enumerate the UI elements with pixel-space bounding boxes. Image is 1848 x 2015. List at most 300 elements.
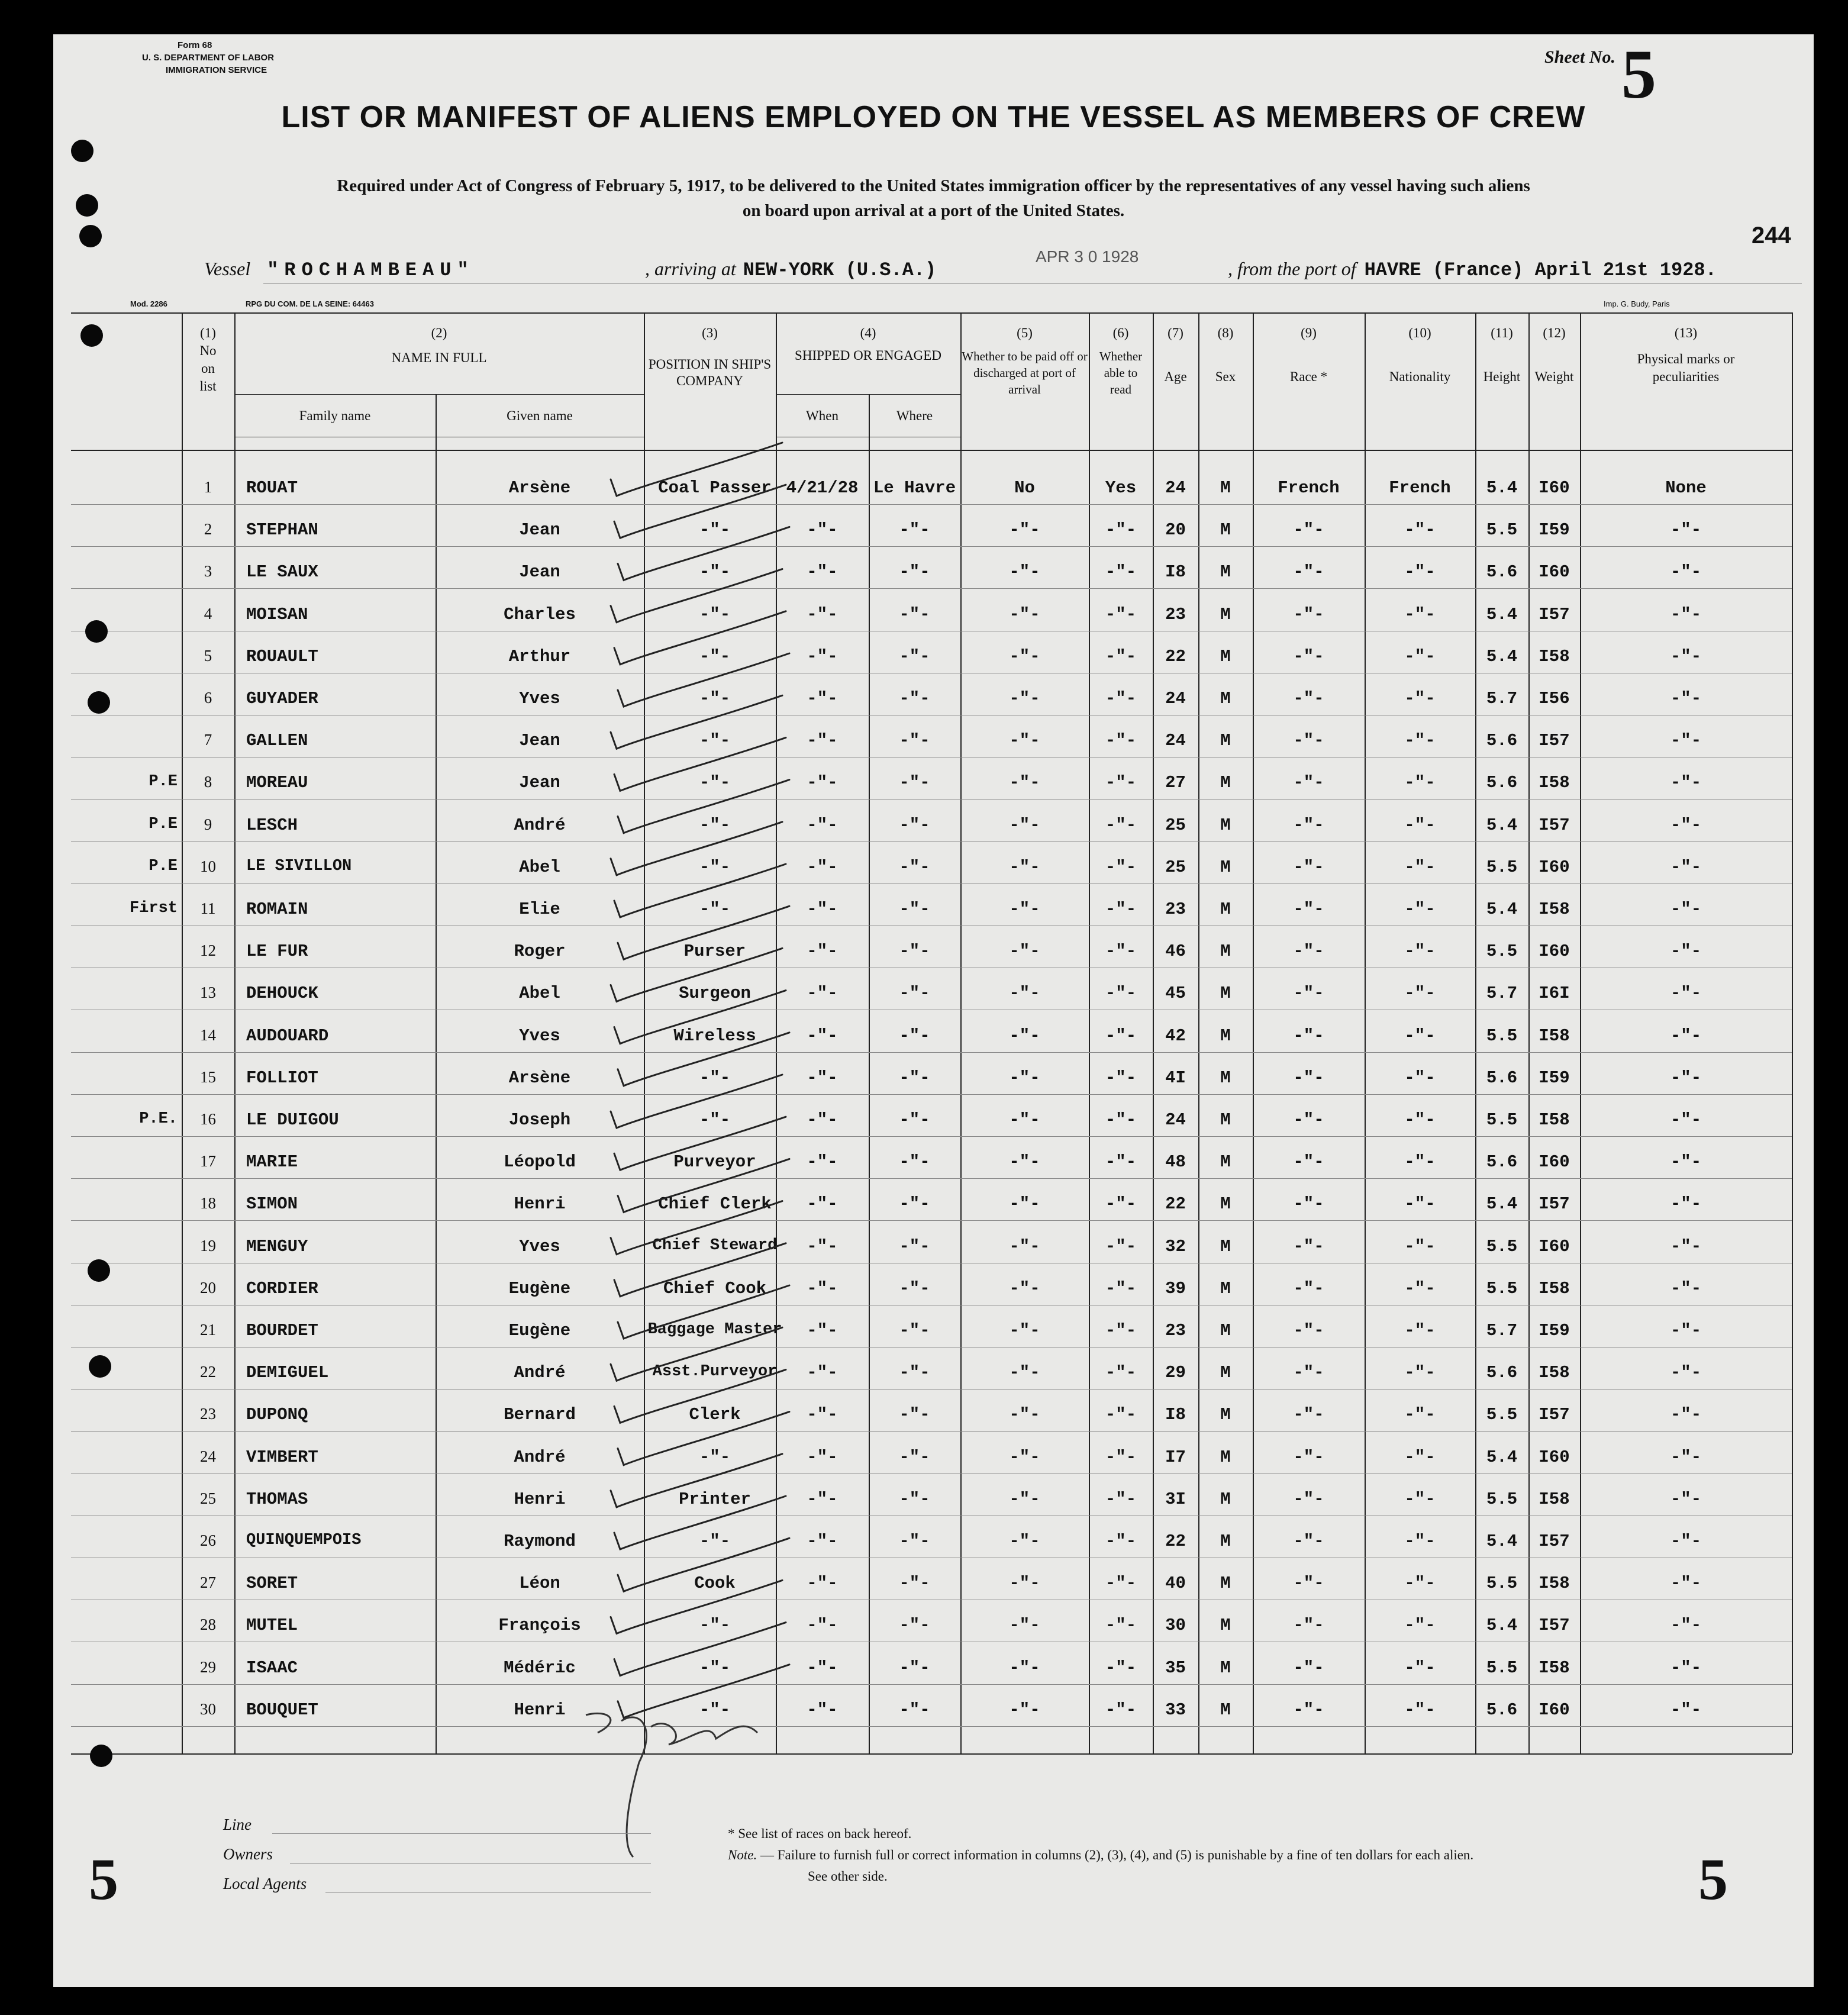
check-mark [611,695,782,749]
cell-no: 11 [200,900,216,917]
binder-hole [85,620,108,643]
check-marks [53,34,1814,1987]
cell-position: Surgeon [679,984,751,1004]
cell-weight: I58 [1539,773,1570,793]
col1-number: (1) [200,325,216,340]
cell-weight: I58 [1539,900,1570,919]
cell-no: 1 [204,478,212,496]
cell-weight: I58 [1539,1278,1570,1298]
binder-hole [71,140,93,162]
cell-age: 29 [1165,1363,1186,1383]
cell-weight: I57 [1539,1405,1570,1425]
cell-marks: -"- [1670,1110,1702,1130]
cell-sex: M [1220,604,1231,624]
cell-paid: -"- [1009,815,1040,835]
manifest-sheet [53,34,1814,1987]
cell-nat: -"- [1404,1447,1436,1467]
cell-weight: I56 [1539,689,1570,708]
cell-age: 25 [1165,815,1186,835]
cell-where: -"- [899,1700,930,1720]
cell-when: -"- [807,815,838,835]
cell-family: LE SIVILLON [246,857,352,875]
cell-given: Eugène [508,1321,571,1340]
cell-height: 5.7 [1486,984,1518,1004]
cell-nat: -"- [1404,773,1436,793]
col7-number: (7) [1168,325,1183,340]
cell-where: -"- [899,1278,930,1298]
cell-paid: -"- [1009,942,1040,962]
cell-race: -"- [1293,1447,1324,1467]
sheet-label: Sheet No. [1544,47,1615,67]
col3-label: POSITION IN SHIP'S COMPANY [648,357,772,388]
cell-position: Coal Passer [658,478,772,498]
check-mark [614,1369,786,1423]
cell-where: -"- [899,1532,930,1551]
cell-given: Jean [519,773,560,793]
col1-label: No on list [199,343,217,394]
cell-no: 4 [204,604,212,623]
cell-given: Yves [519,1236,560,1256]
cell-read: -"- [1105,1574,1137,1594]
cell-position: -"- [699,520,731,540]
cell-no: 9 [204,815,212,833]
cell-race: -"- [1293,1236,1324,1256]
cell-sex: M [1220,1236,1231,1256]
cell-weight: I58 [1539,1658,1570,1678]
cell-sex: M [1220,1532,1231,1551]
cell-where: -"- [899,857,930,877]
cell-race: -"- [1293,562,1324,582]
cell-age: 46 [1165,942,1186,962]
cell-nat: -"- [1404,562,1436,582]
cell-sex: M [1220,1278,1231,1298]
owners-label: Owners [223,1845,273,1863]
cell-family: GUYADER [246,689,318,708]
cell-family: ROMAIN [246,900,308,919]
cell-position: -"- [699,1616,731,1636]
cell-marks: -"- [1670,1616,1702,1636]
cell-given: Jean [519,731,560,751]
cell-height: 5.6 [1486,1068,1518,1088]
cell-height: 5.5 [1486,520,1518,540]
cell-weight: I58 [1539,1363,1570,1383]
cell-given: Roger [514,942,566,962]
cell-sex: M [1220,731,1231,751]
cell-height: 5.5 [1486,1026,1518,1046]
cell-position: Chief Steward [652,1236,778,1255]
cell-given: Arsène [508,1068,571,1088]
cell-given: Elie [519,900,560,919]
cell-weight: I60 [1539,1236,1570,1256]
cell-when: -"- [807,1152,838,1172]
cell-position: -"- [699,900,731,919]
check-mark [618,527,789,580]
check-mark [614,991,786,1044]
cell-where: -"- [899,604,930,624]
cell-when: -"- [807,1574,838,1594]
cell-where: -"- [899,815,930,835]
cell-sex: M [1220,900,1231,919]
cell-no: 30 [200,1700,216,1718]
col12-number: (12) [1543,325,1566,340]
cell-nat: -"- [1404,1700,1436,1720]
cell-no: 20 [200,1278,216,1297]
cell-nat: -"- [1404,815,1436,835]
page-stamp: 244 [1752,223,1791,249]
rpg-number: RPG DU COM. DE LA SEINE: 64463 [246,299,374,308]
cell-height: 5.7 [1486,1321,1518,1340]
cell-age: 22 [1165,1532,1186,1551]
cell-no: 7 [204,731,212,749]
check-mark [618,1033,789,1086]
cell-height: 5.5 [1486,1405,1518,1425]
cell-position: Chief Cook [663,1278,767,1298]
cell-when: -"- [807,1363,838,1383]
cell-family: AUDOUARD [246,1026,329,1046]
cell-weight: I58 [1539,1489,1570,1509]
cell-given: Eugène [508,1278,571,1298]
form-number: Form 68 [178,40,212,50]
col9-label: Race * [1289,369,1328,384]
cell-when: -"- [807,900,838,919]
cell-position: -"- [699,1700,731,1720]
cell-position: -"- [699,689,731,708]
check-mark [618,1285,789,1339]
cell-when: -"- [807,1278,838,1298]
note-text: — Failure to furnish full or correct information in columns (2), (3), (4), and (5) is punishable by a fine of ten dollars for each alien. [757,1848,1474,1862]
cell-weight: I57 [1539,731,1570,751]
cell-position: Wireless [673,1026,756,1046]
cell-marks: -"- [1670,1026,1702,1046]
cell-age: 33 [1165,1700,1186,1720]
cell-age: 23 [1165,604,1186,624]
cell-family: DEHOUCK [246,984,318,1004]
col4-number: (4) [860,325,876,340]
cell-read: -"- [1105,1363,1137,1383]
cell-where: -"- [899,1405,930,1425]
cell-position: Baggage Master [647,1321,782,1339]
cell-family: MARIE [246,1152,298,1172]
cell-marks: -"- [1670,1658,1702,1678]
cell-nat: -"- [1404,731,1436,751]
cell-sex: M [1220,689,1231,708]
check-mark [614,864,786,917]
cell-read: -"- [1105,1068,1137,1088]
cell-no: 15 [200,1068,216,1086]
cell-paid: -"- [1009,520,1040,540]
cell-position: -"- [699,1447,731,1467]
cell-paid: -"- [1009,1658,1040,1678]
cell-given: Léopold [504,1152,576,1172]
col9-number: (9) [1301,325,1317,340]
cell-given: Arsène [508,478,571,498]
cell-sex: M [1220,815,1231,835]
cell-given: Jean [519,520,560,540]
check-mark [614,1117,786,1170]
cell-age: I7 [1165,1447,1186,1467]
cell-nat: -"- [1404,604,1436,624]
cell-race: -"- [1293,773,1324,793]
cell-nat: -"- [1404,520,1436,540]
cell-sex: M [1220,520,1231,540]
cell-position: -"- [699,773,731,793]
binder-hole [76,194,98,217]
cell-nat: -"- [1404,942,1436,962]
cell-marks: -"- [1670,1489,1702,1509]
subtitle-line-1: Required under Act of Congress of February 5, 1917, to be delivered to the United States immigration officer by the representatives of any vessel having such aliens [337,176,1530,195]
cell-marks: -"- [1670,689,1702,708]
cell-weight: I57 [1539,815,1570,835]
from-port: HAVRE (France) April 21st 1928. [1364,259,1717,281]
cell-weight: I60 [1539,942,1570,962]
cell-sex: M [1220,1700,1231,1720]
cell-no: 2 [204,520,212,539]
cell-age: 39 [1165,1278,1186,1298]
cell-paid: -"- [1009,1068,1040,1088]
cell-given: Charles [504,604,576,624]
cell-when: -"- [807,1321,838,1340]
cell-where: -"- [899,562,930,582]
cell-paid: -"- [1009,900,1040,919]
cell-height: 5.5 [1486,1489,1518,1509]
col13-number: (13) [1674,325,1698,340]
check-mark [618,1412,789,1465]
cell-read: -"- [1105,1110,1137,1130]
cell-no: 24 [200,1447,216,1465]
cell-no: 21 [200,1321,216,1339]
from-label: , from the port of [1228,258,1356,279]
cell-marks: -"- [1670,1152,1702,1172]
cell-race: -"- [1293,1532,1324,1551]
cell-position: -"- [699,857,731,877]
cell-race: -"- [1293,815,1324,835]
cell-position: -"- [699,604,731,624]
cell-no: 27 [200,1574,216,1592]
cell-paid: -"- [1009,1489,1040,1509]
col8-label: Sex [1215,369,1236,384]
cell-when: -"- [807,1700,838,1720]
printer-name: Imp. G. Budy, Paris [1604,299,1670,308]
cell-read: -"- [1105,1026,1137,1046]
cell-marks: -"- [1670,1405,1702,1425]
other-side-note: See other side. [808,1869,888,1884]
cell-when: -"- [807,604,838,624]
col4-label: SHIPPED OR ENGAGED [795,348,941,363]
sheet-number-left: 5 [89,1846,118,1912]
cell-family: SIMON [246,1194,298,1214]
cell-paid: No [1014,478,1035,498]
cell-given: Bernard [504,1405,576,1425]
cell-height: 5.6 [1486,773,1518,793]
cell-read: -"- [1105,1236,1137,1256]
cell-paid: -"- [1009,731,1040,751]
cell-marks: -"- [1670,773,1702,793]
cell-given: André [514,815,566,835]
cell-where: -"- [899,773,930,793]
cell-age: 23 [1165,900,1186,919]
cell-paid: -"- [1009,646,1040,666]
cell-family: BOURDET [246,1321,318,1340]
cell-height: 5.6 [1486,1700,1518,1720]
cell-when: -"- [807,1026,838,1046]
cell-height: 5.6 [1486,1363,1518,1383]
cell-read: -"- [1105,1489,1137,1509]
cell-weight: I58 [1539,1110,1570,1130]
cell-marks: -"- [1670,1278,1702,1298]
cell-given: André [514,1447,566,1467]
cell-nat: -"- [1404,900,1436,919]
cell-age: 32 [1165,1236,1186,1256]
cell-where: -"- [899,900,930,919]
cell-weight: I59 [1539,1321,1570,1340]
cell-age: 30 [1165,1616,1186,1636]
cell-race: -"- [1293,1278,1324,1298]
cell-paid: -"- [1009,1236,1040,1256]
col11-label: Height [1483,369,1521,384]
cell-read: Yes [1105,478,1137,498]
cell-family: GALLEN [246,731,308,751]
cell-paid: -"- [1009,604,1040,624]
cell-where: Le Havre [873,478,956,498]
cell-race: -"- [1293,1405,1324,1425]
arriving-label: , arriving at [645,258,736,279]
cell-family: DEMIGUEL [246,1363,329,1383]
cell-height: 5.5 [1486,857,1518,877]
col8-number: (8) [1217,325,1234,340]
cell-family: STEPHAN [246,520,318,540]
cell-no: 18 [200,1194,216,1213]
cell-height: 5.5 [1486,1110,1518,1130]
cell-paid: -"- [1009,1278,1040,1298]
cell-where: -"- [899,1489,930,1509]
cell-nat: -"- [1404,646,1436,666]
cell-race: -"- [1293,1321,1324,1340]
where-header: Where [896,408,933,423]
cell-race: -"- [1293,984,1324,1004]
given-name-header: Given name [507,408,573,423]
mod-number: Mod. 2286 [130,299,167,308]
cell-marks: -"- [1670,984,1702,1004]
line-underline [272,1833,651,1834]
cell-paid: -"- [1009,1321,1040,1340]
col6-label: Whether able to read [1099,349,1143,396]
cell-marks: -"- [1670,646,1702,666]
cell-age: 27 [1165,773,1186,793]
cell-nat: -"- [1404,1236,1436,1256]
col3-number: (3) [702,325,718,340]
cell-read: -"- [1105,1194,1137,1214]
cell-where: -"- [899,1194,930,1214]
line-label: Line [223,1816,252,1833]
cell-when: -"- [807,520,838,540]
col6-number: (6) [1112,325,1129,340]
cell-marks: -"- [1670,604,1702,624]
cell-given: Abel [519,857,560,877]
cell-nat: -"- [1404,984,1436,1004]
check-mark [614,485,786,538]
cell-height: 5.6 [1486,1152,1518,1172]
cell-family: MENGUY [246,1236,308,1256]
cell-read: -"- [1105,1700,1137,1720]
cell-given: François [498,1616,581,1636]
cell-nat: -"- [1404,857,1436,877]
cell-no: 6 [204,689,212,707]
cell-marks: -"- [1670,815,1702,835]
cell-race: -"- [1293,1152,1324,1172]
cell-race: -"- [1293,1026,1324,1046]
cell-when: -"- [807,1658,838,1678]
date-stamp: APR 3 0 1928 [1036,247,1139,266]
cell-race: -"- [1293,1658,1324,1678]
cell-height: 5.4 [1486,478,1518,498]
cell-age: 22 [1165,1194,1186,1214]
cell-read: -"- [1105,731,1137,751]
cell-sex: M [1220,1658,1231,1678]
cell-family: ISAAC [246,1658,298,1678]
col10-label: Nationality [1389,369,1451,384]
check-mark [611,1327,782,1381]
cell-given: Henri [514,1700,566,1720]
cell-race: -"- [1293,1574,1324,1594]
cell-nat: -"- [1404,1068,1436,1088]
binder-hole [89,1355,111,1378]
cell-nat: -"- [1404,1405,1436,1425]
cell-read: -"- [1105,1658,1137,1678]
cell-age: 35 [1165,1658,1186,1678]
check-mark [618,1538,789,1594]
cell-marks: -"- [1670,1447,1702,1467]
cell-read: -"- [1105,1152,1137,1172]
owners-underline [290,1863,651,1864]
check-mark [611,1201,782,1255]
cell-weight: I6I [1539,984,1570,1004]
cell-when: -"- [807,1447,838,1467]
cell-read: -"- [1105,604,1137,624]
cell-marks: -"- [1670,1321,1702,1340]
cell-where: -"- [899,1447,930,1467]
cell-marks: -"- [1670,1532,1702,1551]
family-name-header: Family name [299,408,371,423]
cell-paid: -"- [1009,1405,1040,1425]
cell-where: -"- [899,1321,930,1340]
cell-when: -"- [807,857,838,877]
cell-where: -"- [899,646,930,666]
cell-where: -"- [899,731,930,751]
cell-where: -"- [899,1658,930,1678]
cell-weight: I59 [1539,1068,1570,1088]
cell-height: 5.4 [1486,604,1518,624]
cell-given: André [514,1363,566,1383]
cell-read: -"- [1105,942,1137,962]
cell-race: -"- [1293,1616,1324,1636]
cell-weight: I58 [1539,1574,1570,1594]
margin-note: P.E [149,815,178,833]
cell-family: SORET [246,1574,298,1594]
cell-height: 5.4 [1486,900,1518,919]
cell-where: -"- [899,1236,930,1256]
check-mark [611,1075,782,1128]
cell-sex: M [1220,984,1231,1004]
cell-when: -"- [807,1616,838,1636]
cell-when: -"- [807,942,838,962]
cell-family: ROUAT [246,478,298,498]
when-header: When [806,408,838,423]
cell-given: Médéric [504,1658,576,1678]
cell-no: 17 [200,1152,216,1171]
cell-family: ROUAULT [246,646,318,666]
cell-read: -"- [1105,1405,1137,1425]
cell-marks: -"- [1670,857,1702,877]
